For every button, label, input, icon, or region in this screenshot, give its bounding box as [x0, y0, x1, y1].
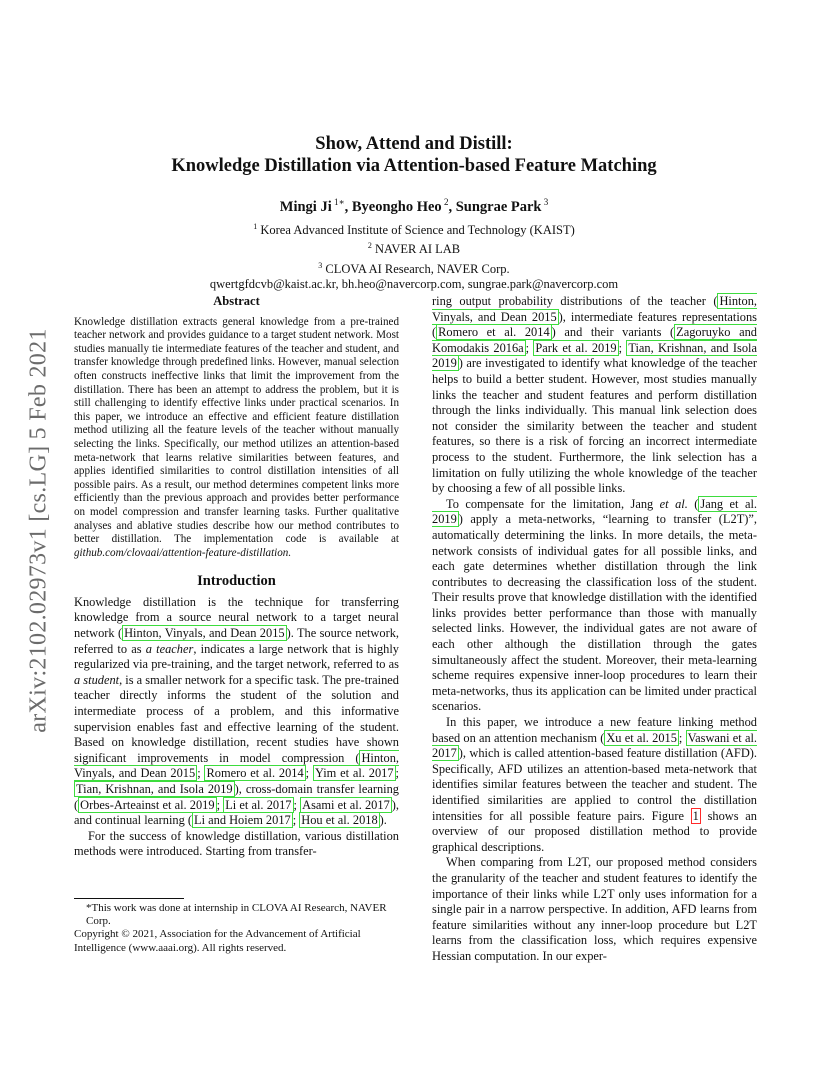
text-run: ; [395, 766, 399, 781]
code-url[interactable]: github.com/clovaai/attention-feature-distillation. [74, 546, 292, 559]
citation-link[interactable]: Hinton, Vinyals, and Dean 2015 [124, 626, 285, 641]
text-run: To compensate for the limitation, Jang [446, 496, 660, 511]
intro-paragraph-2: For the success of knowledge distillation, various distillation methods were introduced. Starting from transfer- [74, 828, 399, 859]
author-emails: qwertgfdcvb@kaist.ac.kr, bh.heo@navercorp.com, sungrae.park@navercorp.com [209, 277, 619, 292]
text-run: shows an overview of our proposed distillation method to provide graphical descriptions. [432, 808, 757, 854]
abstract-body: Knowledge distillation extracts general knowledge from a pre-trained teacher network and provides guidance to a target student network. Most studies manually tie intermediate features of the teacher and student, and transfer knowledge through predefined links. However, manual selection often constructs ineffective links that limit the improvement from the distillation. There has been an attempt to address the problem, but it is still challenging to identify effective links under practical scenarios. In this paper, we introduce an effective and efficient feature distillation method utilizing all the feature levels of the teacher without manually selecting the links. Specifically, our method utilizes an attention-based meta-network that learns relative similarities between features, and applies identified similarities to control distillation intensities of all possible pairs. As a result, our method determines competent links more efficiently than the previous approach and provides better performance on model compression and transfer learning tasks. Further qualitative analyses and ablative studies describe how our method contributes to better distillation. The implementation code is available at [74, 315, 399, 546]
citation-link[interactable]: Vaswani et al. 2017 [432, 730, 757, 761]
text-run: ), intermediate features representations ( [432, 309, 757, 340]
affiliation [0, 238, 828, 257]
text-run: ). The source network, referred to as [74, 626, 399, 656]
author-marker: 1∗ [331, 197, 345, 207]
introduction-heading: Introduction [197, 573, 276, 590]
footnote-area [74, 898, 399, 955]
right-paragraph-2 [432, 497, 757, 715]
text-run: ) and their variants ( [551, 325, 675, 340]
affiliation-text: Korea Advanced Institute of Science and Technology (KAIST) [257, 222, 575, 237]
abstract-heading: Abstract [213, 294, 260, 308]
internship-footnote: *This work was done at internship in CLOVA AI Research, NAVER Corp. [86, 902, 387, 928]
affiliation-marker: 2 [367, 241, 372, 251]
text-run: ; [618, 340, 627, 355]
text-run: ring output probability distributions of the teacher ( [432, 294, 718, 308]
paper-title-line-2: Knowledge Distillation via Attention-based Feature Matching [171, 156, 657, 176]
citation-link[interactable]: Asami et al. 2017 [302, 797, 390, 812]
affiliation [0, 219, 828, 238]
text-run: ; [216, 797, 224, 812]
citation-link[interactable]: Hou et al. 2018 [301, 813, 378, 828]
author-marker: 3 [541, 197, 549, 207]
affiliation [0, 258, 828, 277]
text-run: ; [292, 813, 300, 828]
text-run: ( [687, 496, 699, 511]
text-run: Knowledge distillation is the technique for transferring knowledge from a source neural network to a target neural network ( [74, 594, 399, 641]
text-run: ; [293, 797, 301, 812]
right-paragraph-4: When comparing from L2T, our proposed method considers the granularity of the teacher and student features to identify the importance of their links while L2T only uses information for a single pair in a narrow perspective. In addition, AFD learns from feature similarities without any inner-loop procedure but L2T learns from the classification loss, which requires expensive Hessian computation. In our exper- [432, 855, 757, 963]
text-run: In this paper, we introduce a new feature linking method based on an attention mechanism ( [432, 715, 757, 745]
text-run: , is a smaller network for a specific task. The pre-trained teacher directly informs the student of the solution and intermediate process of a problem, and this informative supervision enables fast and effective learning of the student. Based on knowledge distillation, recent studies have shown significant improvements in model compression ( [74, 672, 399, 765]
text-run: ; [525, 340, 534, 355]
copyright-notice: Copyright © 2021, Association for the Advancement of Artificial Intelligence (www.aaai.org). All rights reserved. [74, 928, 361, 954]
citation-link[interactable]: Hinton, Vinyals, and Dean 2015 [74, 750, 399, 781]
text-run: ). [379, 813, 387, 828]
emphasis-text: a student [74, 672, 120, 687]
citation-link[interactable]: Zagoruyko and Komodakis 2016a [432, 325, 758, 355]
text-run: , indicates a large network that is highly regularized via pre-training, and the target network, referred to as [74, 641, 400, 672]
text-run: ), and continual learning ( [74, 797, 399, 828]
right-paragraph-3 [432, 715, 757, 855]
arxiv-id-text: arXiv:2102.02973v1 [cs.LG] 5 Feb 2021 [25, 327, 52, 733]
right-column [432, 294, 757, 965]
affiliation-marker: 1 [253, 221, 258, 231]
text-run: ), which is called attention-based feature distillation (AFD). Specifically, AFD utilizes an attention-based meta-network that identifies similar features between the teacher and student. The identified similarities are applied to control the distillation intensities for all possible feature pairs. Figure [432, 746, 757, 823]
author-name: , Byeongho Heo [344, 198, 442, 215]
text-run: ; [678, 730, 686, 745]
arxiv-side-identifier [14, 295, 64, 765]
citation-link[interactable]: Jang et al. 2019 [432, 496, 757, 527]
emphasis-text: et al. [659, 496, 688, 511]
citation-link[interactable]: Li and Hoiem 2017 [194, 813, 291, 828]
author-name: , Sungrae Park [448, 198, 542, 215]
text-run: ; [305, 766, 313, 781]
citation-link[interactable]: Tian, Krishnan, and Isola 2019 [76, 782, 233, 796]
abstract-text [74, 316, 399, 561]
author-list [0, 193, 828, 216]
right-paragraph-1 [432, 294, 757, 497]
citation-link[interactable]: Hinton, Vinyals, and Dean 2015 [432, 294, 757, 324]
affiliation-text: CLOVA AI Research, NAVER Corp. [322, 261, 510, 276]
intro-paragraph-1 [74, 595, 399, 829]
citation-link[interactable]: Romero et al. 2014 [206, 766, 304, 781]
citation-link[interactable]: Orbes-Arteainst et al. 2019 [80, 797, 215, 812]
citation-link[interactable]: Li et al. 2017 [225, 797, 292, 812]
citation-link[interactable]: Romero et al. 2014 [438, 325, 550, 340]
text-run: ) are investigated to identify what knowledge of the teacher helps to build a better student. However, most studies manually links the teacher and student features and perform distillation through the links individually. This manual link selection does not consider the similarity between the teacher and student features, so there is a risk of forcing an incorrect intermediate process to the student. Furthermore, the link selection has a limitation on fully utilizing the whole knowledge of the teacher by choosing a few of all possible links. [432, 356, 757, 496]
affiliation-marker: 3 [318, 260, 323, 270]
figure-reference-link[interactable]: 1 [692, 808, 699, 823]
citation-link[interactable]: Tian, Krishnan, and Isola 2019 [432, 340, 757, 371]
author-marker: 2 [441, 197, 449, 207]
citation-link[interactable]: Yim et al. 2017 [314, 766, 394, 781]
text-run: ) apply a meta-networks, “learning to transfer (L2T)”, automatically determining the links. In more details, the meta-network consists of individual gates for all possible links, and each gate determines whether distillation through the link contributes to decreasing the classification loss of the student. Their results prove that knowledge distillation with the identified links provides better performance than those with manually selected links. However, the individual gates are not aware of each other although the distillation through the gates simultaneously affect the student. Moreover, their meta-learning scheme requires expensive inner-loop procedures to learn their meta-networks, thus its application can be limited under practical scenarios. [432, 512, 757, 714]
text-run: ; [197, 766, 205, 781]
text-run: ), cross-domain transfer learning ( [74, 782, 399, 812]
title-block [0, 133, 828, 292]
emphasis-text: a teacher [145, 641, 194, 656]
affiliation-text: NAVER AI LAB [371, 242, 461, 257]
author-name: Mingi Ji [279, 198, 332, 215]
left-column [74, 294, 399, 860]
citation-link[interactable]: Park et al. 2019 [535, 340, 617, 355]
citation-link[interactable]: Xu et al. 2015 [606, 730, 677, 745]
footnote-divider [74, 898, 184, 899]
paper-title-line-1: Show, Attend and Distill: [315, 134, 513, 154]
